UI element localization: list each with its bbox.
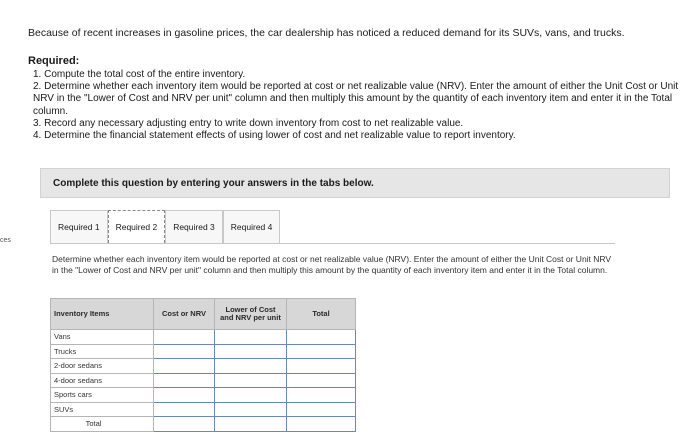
panel-title: Complete this question by entering your answers in the tabs below.	[53, 178, 374, 189]
item-label: Trucks	[51, 344, 154, 359]
item-label: Sports cars	[51, 388, 154, 403]
item-label: 4-door sedans	[51, 373, 154, 388]
table-row	[51, 330, 356, 345]
grand-total-input[interactable]	[287, 417, 356, 432]
header-inventory-items: Inventory Items	[51, 299, 154, 330]
header-total: Total	[287, 299, 356, 330]
cost-or-nrv-input[interactable]	[154, 359, 215, 374]
lower-of-cost-nrv-input[interactable]	[215, 344, 287, 359]
cost-or-nrv-input[interactable]	[154, 402, 215, 417]
inventory-table	[50, 298, 356, 432]
item-label: 2-door sedans	[51, 359, 154, 374]
requirement-1: 1. Compute the total cost of the entire inventory.	[33, 69, 246, 80]
cost-or-nrv-input[interactable]	[154, 388, 215, 403]
item-label: SUVs	[51, 402, 154, 417]
table-row	[51, 388, 356, 403]
lower-of-cost-nrv-input[interactable]	[215, 402, 287, 417]
requirement-3: 3. Record any necessary adjusting entry to write down inventory from cost to net realizable value.	[33, 117, 464, 129]
table-row	[51, 373, 356, 388]
tab-bar	[50, 210, 280, 244]
total-input[interactable]	[287, 359, 356, 374]
table-row	[51, 344, 356, 359]
total-input[interactable]	[287, 330, 356, 345]
tab-required-2[interactable]: Required 2	[108, 210, 166, 243]
requirements-list	[33, 69, 693, 142]
table-total-row	[51, 417, 356, 432]
lower-of-cost-nrv-input[interactable]	[215, 359, 287, 374]
tab-instructions: Determine whether each inventory item would be reported at cost or net realizable value (NRV). Enter the amount of either the Unit Cost or Unit NRV in the "Lower of Cost and NRV per unit" column and then multiply this amount by the quantity of each inventory item and enter it in the Total column.	[52, 254, 612, 275]
table-row	[51, 402, 356, 417]
required-heading: Required:	[28, 55, 80, 67]
total-input[interactable]	[287, 344, 356, 359]
question-panel	[40, 168, 670, 198]
lower-of-cost-nrv-input[interactable]	[215, 373, 287, 388]
total-cost-or-nrv-input[interactable]	[154, 417, 215, 432]
requirement-2: 2. Determine whether each inventory item would be reported at cost or net realizable value (NRV). Enter the amount of either the Unit Cost or Unit NRV in the "Lower of Cost and NRV per unit" column and then multiply this amount by the quantity of each inventory item and enter it in the Total column.	[33, 81, 679, 117]
header-cost-or-nrv: Cost or NRV	[154, 299, 215, 330]
total-input[interactable]	[287, 402, 356, 417]
total-lower-of-cost-nrv-input[interactable]	[215, 417, 287, 432]
side-label: ces	[0, 237, 11, 244]
tab-required-1[interactable]: Required 1	[50, 210, 108, 243]
tab-required-4[interactable]: Required 4	[223, 210, 281, 243]
total-label: Total	[51, 417, 154, 432]
requirement-4: 4. Determine the financial statement effects of using lower of cost and net realizable value to report inventory.	[33, 130, 516, 142]
tab-divider	[50, 243, 615, 244]
lower-of-cost-nrv-input[interactable]	[215, 330, 287, 345]
cost-or-nrv-input[interactable]	[154, 373, 215, 388]
item-label: Vans	[51, 330, 154, 345]
cost-or-nrv-input[interactable]	[154, 344, 215, 359]
total-input[interactable]	[287, 388, 356, 403]
tab-required-3[interactable]: Required 3	[165, 210, 223, 243]
cost-or-nrv-input[interactable]	[154, 330, 215, 345]
header-lower-of-cost-nrv: Lower of Cost and NRV per unit	[215, 299, 287, 330]
lower-of-cost-nrv-input[interactable]	[215, 388, 287, 403]
total-input[interactable]	[287, 373, 356, 388]
problem-intro: Because of recent increases in gasoline prices, the car dealership has noticed a reduced demand for its SUVs, vans, and trucks.	[28, 27, 625, 39]
table-row	[51, 359, 356, 374]
